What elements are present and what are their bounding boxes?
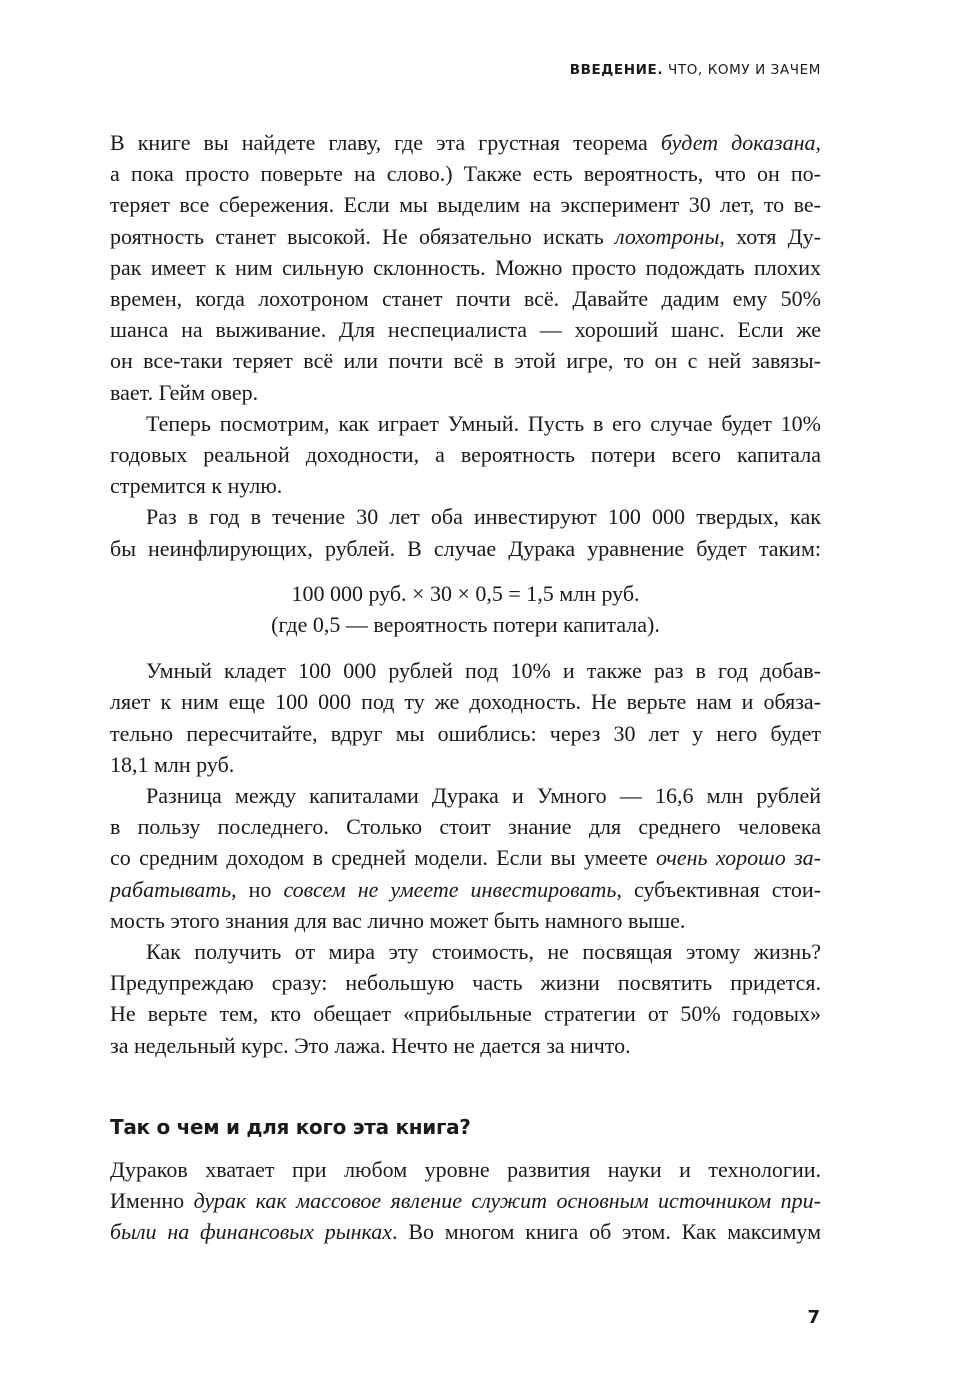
text-line: бы неинфлирующих, рублей. В случае Дурака уравнение будет таким: — [110, 535, 821, 561]
text-line: Умный кладет 100 000 рублей под 10% и также раз в год добав- — [146, 658, 821, 684]
text-line: стремится к нулю. — [110, 473, 283, 499]
text-span: Именно — [110, 1188, 194, 1214]
formula-equation: 100 000 руб. × 30 × 0,5 = 1,5 млн руб. — [291, 580, 640, 606]
page-number: 7 — [807, 1307, 820, 1328]
text-span: со средним доходом в средней модели. Если вы умеете — [110, 845, 656, 871]
text-line: Разница между капиталами Дурака и Умного — 16,6 млн рублей — [146, 783, 821, 809]
text-span: роятность станет высокой. Не обязательно искать — [110, 223, 616, 249]
text-line: Теперь посмотрим, как играет Умный. Пусть в его случае будет 10% — [146, 410, 821, 436]
paragraph-2 — [110, 408, 821, 502]
italic-text: лохотроны — [615, 223, 720, 249]
text-line: тельно пересчитайте, вдруг мы ошиблись: через 30 лет у него будет — [110, 720, 821, 746]
text-line: рак имеет к ним сильную склонность. Можно просто подождать плохих — [110, 254, 821, 280]
formula-note: (где 0,5 — вероятность потери капитала). — [271, 612, 660, 638]
running-head — [570, 62, 821, 78]
text-line: годовых реальной доходности, а вероятность потери всего капитала — [110, 442, 821, 468]
paragraph-6 — [110, 936, 821, 1061]
text-line: Дураков хватает при любом уровне развития науки и технологии. — [110, 1156, 821, 1182]
text-line: он все-таки теряет всё или почти всё в этой игре, то он с ней завязы- — [110, 348, 821, 374]
text-line — [110, 1185, 821, 1216]
text-line: Раз в год в течение 30 лет оба инвестируют 100 000 твердых, как — [146, 504, 821, 530]
italic-text: будет доказана — [660, 130, 816, 155]
text-line: мость этого знания для вас лично может быть намного выше. — [110, 907, 686, 933]
paragraph-3 — [110, 501, 821, 563]
italic-text: были на финансовых рынках — [110, 1219, 393, 1245]
text-line: теряет все сбережения. Если мы выделим на эксперимент 30 лет, то ве- — [110, 192, 821, 218]
text-line: в пользу последнего. Столько стоит знание для среднего человека — [110, 814, 821, 840]
text-span: , — [815, 130, 821, 155]
italic-text: дурак как массовое явление служит основным источником при- — [193, 1188, 821, 1214]
running-head-chapter: ВВЕДЕНИЕ. — [569, 62, 664, 78]
text-line: шанса на выживание. Для неспециалиста — хороший шанс. Если же — [110, 317, 821, 343]
text-line — [110, 1216, 821, 1247]
italic-text: совсем не умеете инвестировать — [283, 876, 617, 902]
paragraph-4 — [110, 655, 821, 780]
text-line — [110, 842, 821, 873]
text-line: за недельный курс. Это лажа. Нечто не дается за ничто. — [110, 1032, 631, 1058]
paragraph-1 — [110, 127, 821, 408]
text-line: 18,1 млн руб. — [110, 751, 235, 777]
text-span: , но — [231, 876, 284, 902]
text-line: Не верьте тем, кто обещает «прибыльные стратегии от 50% годовых» — [110, 1001, 821, 1027]
text-span: . Во многом книга об этом. Как максимум — [392, 1219, 821, 1245]
text-line: времен, когда лохотроном станет почти всё. Давайте дадим ему 50% — [110, 286, 821, 312]
text-line: Как получить от мира эту стоимость, не посвящая этому жизнь? — [146, 939, 821, 965]
section-heading: Так о чем и для кого эта книга? — [110, 1114, 471, 1139]
text-span: , субъективная стои- — [616, 876, 821, 902]
text-line — [110, 221, 821, 252]
text-line — [110, 874, 821, 905]
formula — [110, 578, 821, 640]
text-line: ляет к ним еще 100 000 под ту же доходность. Не верьте нам и обяза- — [110, 689, 821, 715]
section-paragraph-1 — [110, 1154, 821, 1248]
text-span: , хотя Ду- — [719, 223, 821, 249]
text-line: Предупреждаю сразу: небольшую часть жизни посвятить придется. — [110, 970, 821, 996]
page-body — [110, 127, 821, 1248]
running-head-title: ЧТО, КОМУ И ЗАЧЕМ — [668, 62, 821, 78]
text-line: а пока просто поверьте на слово.) Также есть вероятность, что он по- — [110, 161, 821, 187]
text-span: В книге вы найдете главу, где эта грустная теорема — [110, 130, 661, 155]
italic-text: рабатывать — [110, 876, 232, 902]
paragraph-5 — [110, 780, 821, 936]
italic-text: очень хорошо за- — [655, 845, 821, 871]
text-line: вает. Гейм овер. — [110, 379, 259, 405]
text-line — [110, 127, 821, 158]
